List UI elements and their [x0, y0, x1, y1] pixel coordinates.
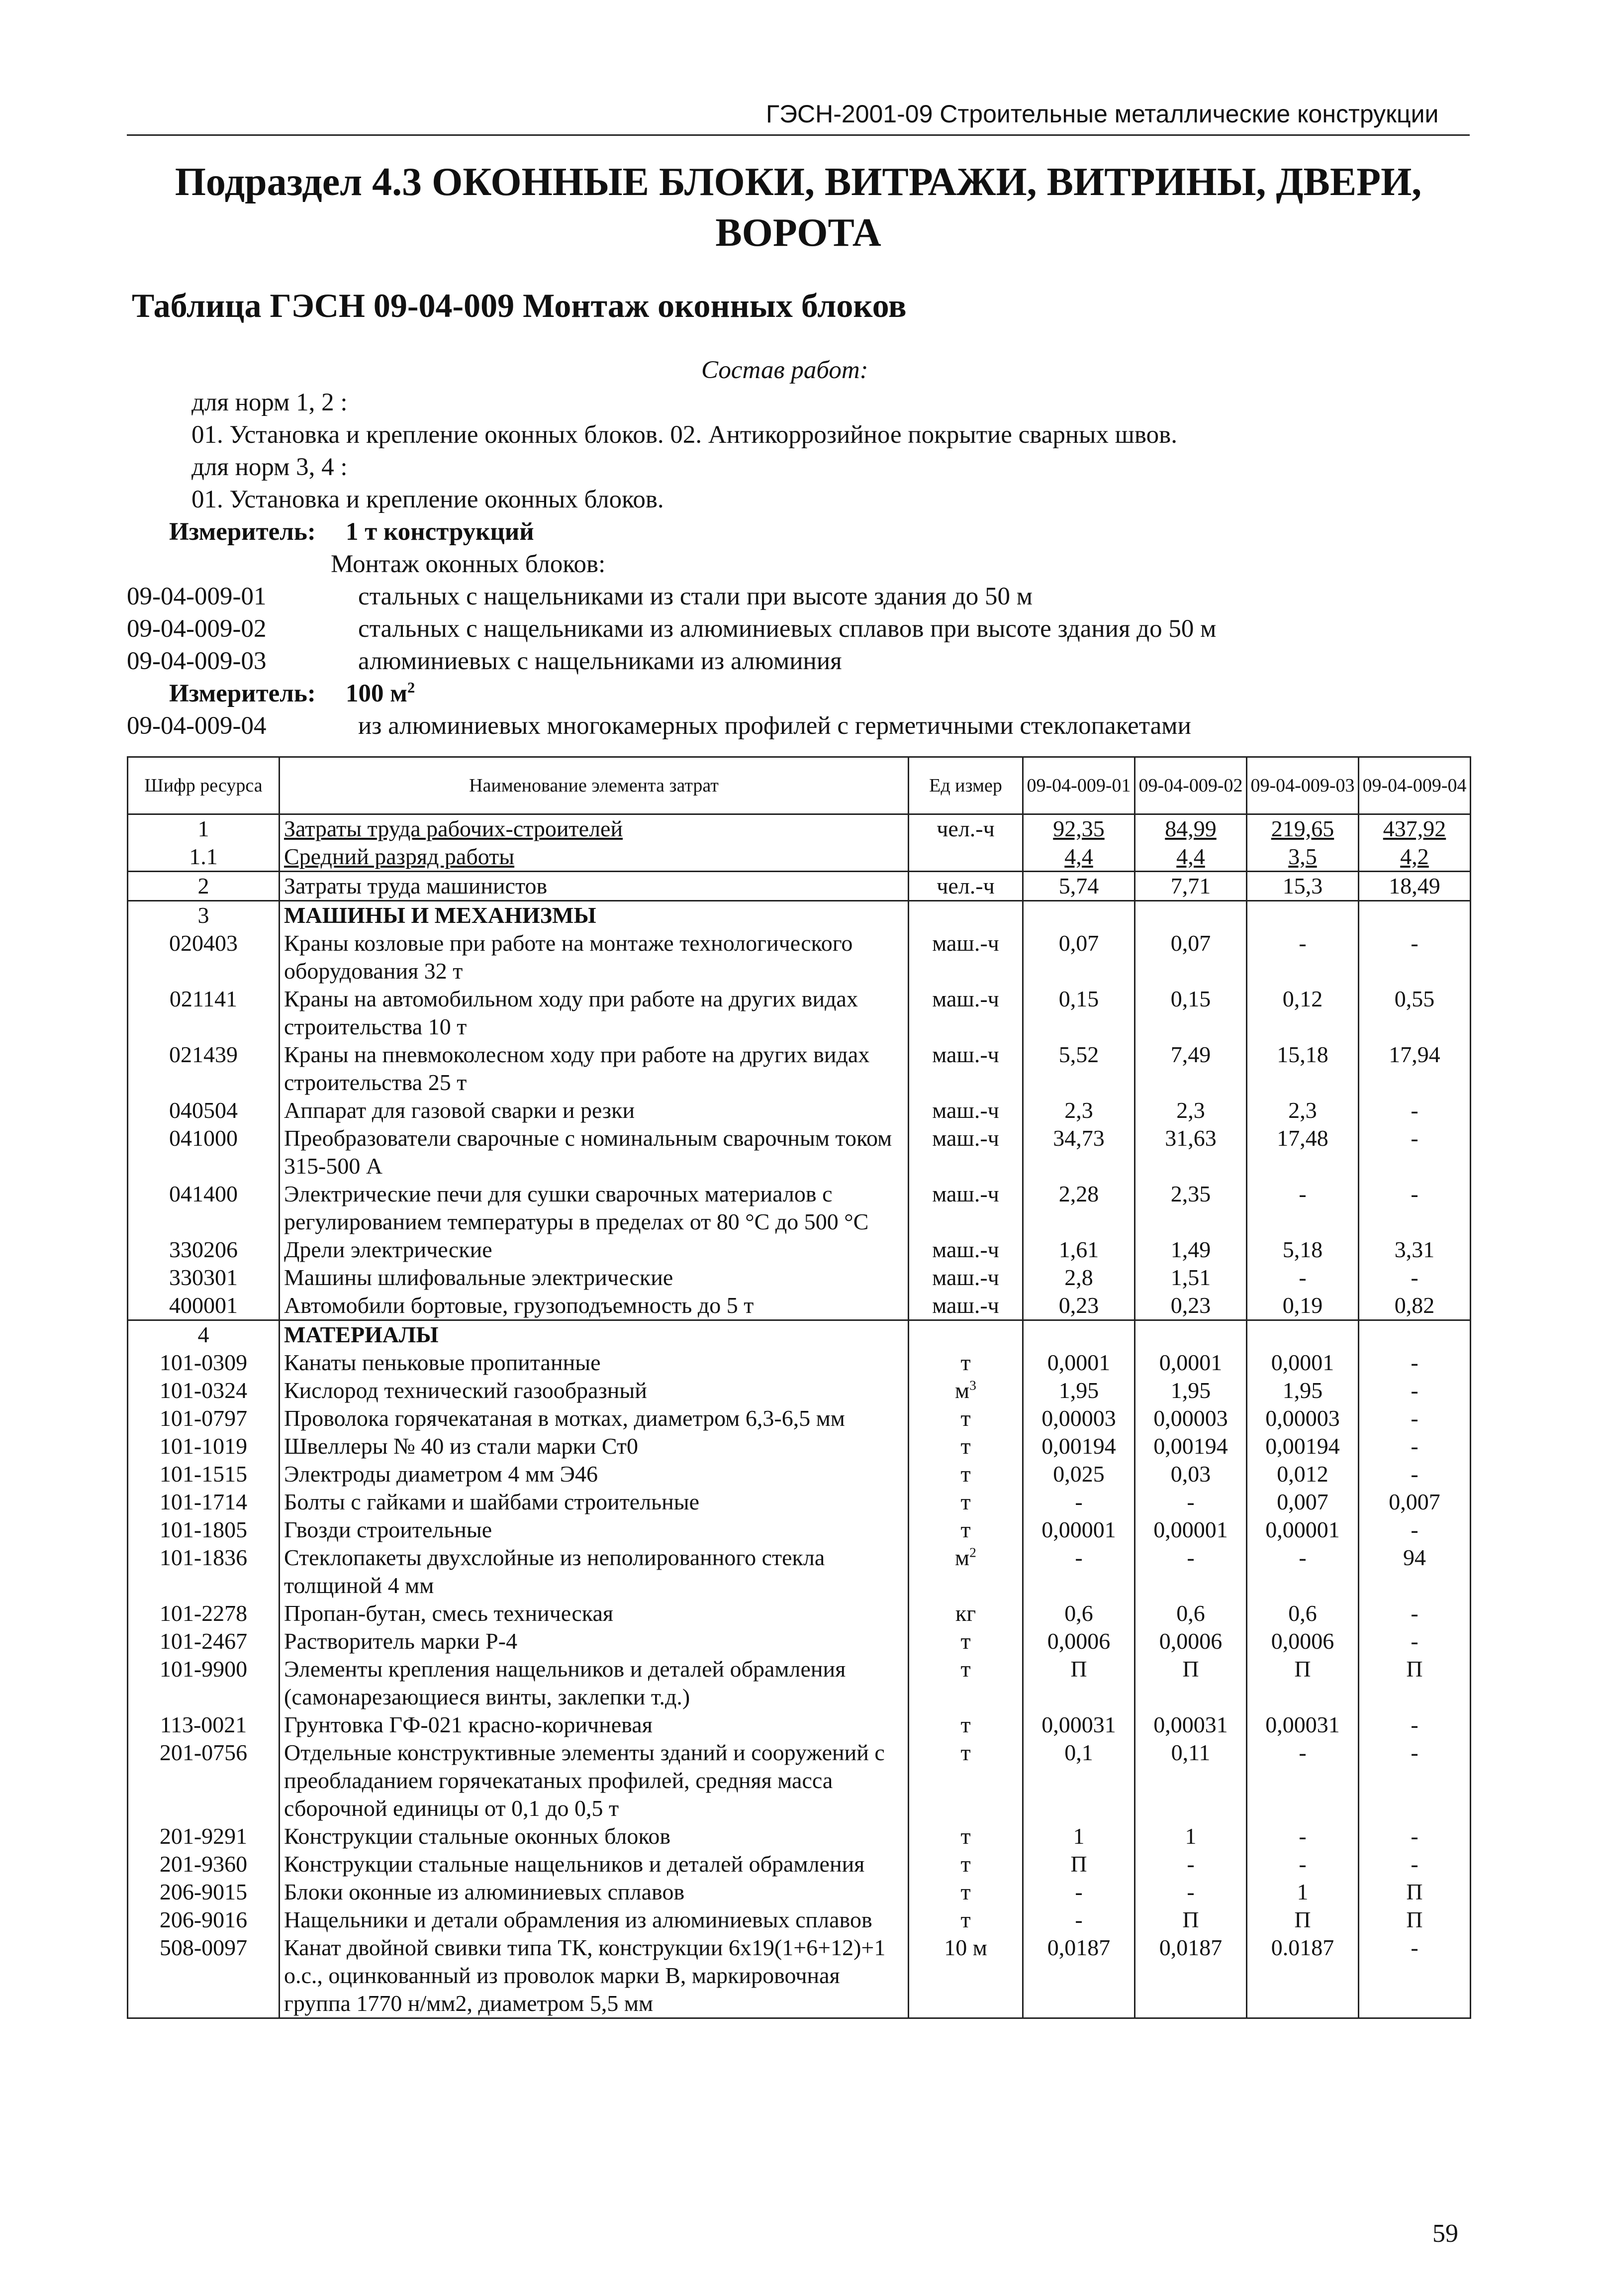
resource-unit: маш.-ч — [909, 1124, 1023, 1180]
norm-value: 0,11 — [1135, 1739, 1247, 1822]
table-row — [128, 1739, 1471, 1822]
norm-value: 2,3 — [1023, 1097, 1135, 1124]
resource-unit: т — [909, 1906, 1023, 1934]
resource-code: 206-9016 — [128, 1906, 280, 1934]
resource-unit: маш.-ч — [909, 1041, 1023, 1097]
resource-name: Аппарат для газовой сварки и резки — [280, 1097, 909, 1124]
norm-value: 0,1 — [1023, 1739, 1135, 1822]
norm-value: 1,49 — [1135, 1236, 1247, 1264]
norm-value: 0,12 — [1247, 985, 1359, 1041]
norm-value: 0,0001 — [1247, 1349, 1359, 1377]
resource-code: 201-9360 — [128, 1850, 280, 1878]
norm-value: 0,0006 — [1023, 1627, 1135, 1655]
resource-code: 101-0309 — [128, 1349, 280, 1377]
table-row — [128, 1516, 1471, 1544]
norm-code: 09-04-009-01 — [127, 583, 267, 610]
norm-value: 34,73 — [1023, 1124, 1135, 1180]
norm-value — [1023, 901, 1135, 930]
resource-code: 508-0097 — [128, 1934, 280, 2018]
resource-name: Автомобили бортовые, грузоподъемность до 5 т — [280, 1292, 909, 1320]
resource-unit: т — [909, 1627, 1023, 1655]
norm-value: 1,95 — [1023, 1377, 1135, 1404]
norm-value: 1 — [1247, 1878, 1359, 1906]
norm-value: 1,61 — [1023, 1236, 1135, 1264]
resource-unit: т — [909, 1850, 1023, 1878]
norm-value: 0,0001 — [1023, 1349, 1135, 1377]
norm-value: - — [1359, 1822, 1471, 1850]
norm-value: 2,35 — [1135, 1180, 1247, 1236]
norm-value: - — [1359, 1850, 1471, 1878]
resource-code: 101-0324 — [128, 1377, 280, 1404]
table-row — [128, 1878, 1471, 1906]
norm-code: 09-04-009-03 — [127, 647, 267, 675]
table-title: Таблица ГЭСН 09-04-009 Монтаж оконных блоков — [132, 287, 907, 324]
norm-value: П — [1023, 1655, 1135, 1711]
resource-unit: т — [909, 1349, 1023, 1377]
header-code: Шифр ресурса — [128, 757, 280, 814]
resource-unit: маш.-ч — [909, 929, 1023, 985]
norm-value: 1,51 — [1135, 1264, 1247, 1292]
norm-value: 0,23 — [1135, 1292, 1247, 1320]
table-row — [128, 1320, 1471, 1349]
norm-value: 5,74 — [1023, 872, 1135, 901]
norm-value: 0,0187 — [1023, 1934, 1135, 2018]
norm-value: 0,03 — [1135, 1460, 1247, 1488]
table-row — [128, 1822, 1471, 1850]
norm-value — [1247, 1320, 1359, 1349]
resource-code: 101-2467 — [128, 1627, 280, 1655]
norm-value: 0,0006 — [1247, 1627, 1359, 1655]
norm-value: 0,012 — [1247, 1460, 1359, 1488]
norm-value: 2,3 — [1247, 1097, 1359, 1124]
resource-unit — [909, 901, 1023, 930]
header-name: Наименование элемента затрат — [280, 757, 909, 814]
table-row — [128, 1711, 1471, 1739]
norm-value: - — [1023, 1488, 1135, 1516]
norm-value: 4,2 — [1359, 843, 1471, 872]
table-row — [128, 1377, 1471, 1404]
norm-value: 15,18 — [1247, 1041, 1359, 1097]
resource-code: 101-1714 — [128, 1488, 280, 1516]
resource-unit: т — [909, 1739, 1023, 1822]
norm-value: - — [1247, 1850, 1359, 1878]
norm-value: 0,6 — [1023, 1599, 1135, 1627]
resource-unit: $м^2$ — [909, 1544, 1023, 1599]
scope-group2-text: 01. Установка и крепление оконных блоков. — [191, 486, 664, 513]
norm-value: 5,52 — [1023, 1041, 1135, 1097]
resource-name: Краны на пневмоколесном ходу при работе на других видах строительства 25 т — [280, 1041, 909, 1097]
norm-value: 1 — [1023, 1822, 1135, 1850]
resource-name: Блоки оконные из алюминиевых сплавов — [280, 1878, 909, 1906]
resource-code: 101-2278 — [128, 1599, 280, 1627]
norm-value: П — [1247, 1655, 1359, 1711]
resource-code: 041000 — [128, 1124, 280, 1180]
resource-name: Машины шлифовальные электрические — [280, 1264, 909, 1292]
norm-value: 0,15 — [1023, 985, 1135, 1041]
norm-value: 0,55 — [1359, 985, 1471, 1041]
resource-unit: кг — [909, 1599, 1023, 1627]
header-rule — [127, 134, 1470, 136]
resource-unit: чел.-ч — [909, 814, 1023, 843]
norm-value: - — [1247, 1544, 1359, 1599]
norm-value: 0,00001 — [1247, 1516, 1359, 1544]
table-row — [128, 1655, 1471, 1711]
norm-value: 0,025 — [1023, 1460, 1135, 1488]
resource-code: 101-1515 — [128, 1460, 280, 1488]
norm-code: 09-04-009-02 — [127, 615, 267, 643]
measure2-value: 100 $м^2$ — [346, 679, 415, 707]
norm-value: 0,00001 — [1023, 1516, 1135, 1544]
resource-name: Проволока горячекатаная в мотках, диаметром 6,3-6,5 мм — [280, 1404, 909, 1432]
resource-code: 330301 — [128, 1264, 280, 1292]
measure1-label: Измеритель: — [169, 518, 316, 546]
resource-unit: т — [909, 1655, 1023, 1711]
norm-value: 0,00031 — [1023, 1711, 1135, 1739]
norm-value: - — [1135, 1850, 1247, 1878]
resource-name: МАШИНЫ И МЕХАНИЗМЫ — [280, 901, 909, 930]
resource-unit: т — [909, 1404, 1023, 1432]
resource-code: 113-0021 — [128, 1711, 280, 1739]
norm-value: - — [1359, 1377, 1471, 1404]
norm-value: 1,95 — [1247, 1377, 1359, 1404]
resource-code: 041400 — [128, 1180, 280, 1236]
resource-name: Конструкции стальные нащельников и деталей обрамления — [280, 1850, 909, 1878]
table-row — [128, 843, 1471, 872]
resource-name: Дрели электрические — [280, 1236, 909, 1264]
norm-value: - — [1359, 1934, 1471, 2018]
table-row — [128, 1906, 1471, 1934]
norm-value: 1 — [1135, 1822, 1247, 1850]
table-row — [128, 1627, 1471, 1655]
norm-value — [1359, 1320, 1471, 1349]
norm-text: стальных с нащельниками из стали при высоте здания до 50 м — [358, 583, 1033, 610]
resource-code: 101-0797 — [128, 1404, 280, 1432]
table-row — [128, 1349, 1471, 1377]
norm4-code: 09-04-009-04 — [127, 712, 267, 740]
resource-name: Гвозди строительные — [280, 1516, 909, 1544]
resource-code: 201-9291 — [128, 1822, 280, 1850]
resource-unit: т — [909, 1711, 1023, 1739]
resource-unit: маш.-ч — [909, 1236, 1023, 1264]
header-col4: 09-04-009-04 — [1359, 757, 1471, 814]
norm4-text: из алюминиевых многокамерных профилей с герметичными стеклопакетами — [358, 712, 1191, 740]
resource-unit: маш.-ч — [909, 985, 1023, 1041]
norm-value: 7,49 — [1135, 1041, 1247, 1097]
norm-value: 15,3 — [1247, 872, 1359, 901]
resource-name: Элементы крепления нащельников и деталей обрамления (самонарезающиеся винты, заклепки т.д.) — [280, 1655, 909, 1711]
norm-value: 0.0187 — [1247, 1934, 1359, 2018]
table-row — [128, 1850, 1471, 1878]
resource-name: Грунтовка ГФ-021 красно-коричневая — [280, 1711, 909, 1739]
header-col2: 09-04-009-02 — [1135, 757, 1247, 814]
table-row — [128, 1180, 1471, 1236]
header-unit: Ед измер — [909, 757, 1023, 814]
norm-value: - — [1359, 1097, 1471, 1124]
norm-value: П — [1359, 1906, 1471, 1934]
table-row — [128, 814, 1471, 843]
resource-unit: т — [909, 1516, 1023, 1544]
norm-value: - — [1359, 1432, 1471, 1460]
norm-value: 4,4 — [1135, 843, 1247, 872]
scope-heading: Состав работ: — [701, 356, 868, 384]
resource-code: 3 — [128, 901, 280, 930]
resource-code: 101-9900 — [128, 1655, 280, 1711]
norm-value: - — [1359, 1124, 1471, 1180]
table-header-row — [128, 757, 1471, 814]
resource-code: 021141 — [128, 985, 280, 1041]
resource-code: 206-9015 — [128, 1878, 280, 1906]
subsection-title: Подраздел 4.3 ОКОННЫЕ БЛОКИ, ВИТРАЖИ, ВИТРИНЫ, ДВЕРИ, ВОРОТА — [175, 160, 1422, 255]
norm-value: П — [1359, 1878, 1471, 1906]
table-row — [128, 1488, 1471, 1516]
norm-value — [1247, 901, 1359, 930]
table-row — [128, 1097, 1471, 1124]
table-row — [128, 1432, 1471, 1460]
norm-value: 2,3 — [1135, 1097, 1247, 1124]
resource-name: Стеклопакеты двухслойные из неполированного стекла толщиной 4 мм — [280, 1544, 909, 1599]
resource-unit: т — [909, 1878, 1023, 1906]
norm-value: 84,99 — [1135, 814, 1247, 843]
norm-value: 1,95 — [1135, 1377, 1247, 1404]
resource-name: Болты с гайками и шайбами строительные — [280, 1488, 909, 1516]
norm-value: 5,18 — [1247, 1236, 1359, 1264]
table-row — [128, 1041, 1471, 1097]
resource-name: Швеллеры № 40 из стали марки Ст0 — [280, 1432, 909, 1460]
resource-name: Преобразователи сварочные с номинальным сварочным током 315-500 А — [280, 1124, 909, 1180]
norm-value: - — [1359, 1599, 1471, 1627]
norm-value — [1023, 1320, 1135, 1349]
norm-value: 219,65 — [1247, 814, 1359, 843]
norm-value: 0,15 — [1135, 985, 1247, 1041]
norm-value: П — [1135, 1906, 1247, 1934]
norm-value: - — [1247, 1264, 1359, 1292]
resource-unit: т — [909, 1460, 1023, 1488]
norm-value: П — [1247, 1906, 1359, 1934]
measure2-label: Измеритель: — [169, 680, 316, 707]
table-row — [128, 1236, 1471, 1264]
norm-value: - — [1135, 1878, 1247, 1906]
resource-code: 101-1019 — [128, 1432, 280, 1460]
norm-value: 3,5 — [1247, 843, 1359, 872]
norm-value: 94 — [1359, 1544, 1471, 1599]
resource-code: 020403 — [128, 929, 280, 985]
resource-unit: $м^3$ — [909, 1377, 1023, 1404]
resource-unit: маш.-ч — [909, 1097, 1023, 1124]
norm-value: - — [1135, 1544, 1247, 1599]
norm-value: 17,94 — [1359, 1041, 1471, 1097]
header-col1: 09-04-009-01 — [1023, 757, 1135, 814]
norms-heading: Монтаж оконных блоков: — [331, 550, 606, 578]
norm-value: - — [1247, 1739, 1359, 1822]
norm-value: - — [1359, 1516, 1471, 1544]
resource-name: Краны на автомобильном ходу при работе на других видах строительства 10 т — [280, 985, 909, 1041]
resource-code: 021439 — [128, 1041, 280, 1097]
norm-value: 0,23 — [1023, 1292, 1135, 1320]
norm-value: 92,35 — [1023, 814, 1135, 843]
norm-value: 0,00001 — [1135, 1516, 1247, 1544]
resource-unit: маш.-ч — [909, 1264, 1023, 1292]
table-row — [128, 901, 1471, 930]
resource-code: 400001 — [128, 1292, 280, 1320]
resource-table — [127, 756, 1471, 2019]
scope-group1-label: для норм 1, 2 : — [191, 389, 348, 416]
resource-unit: маш.-ч — [909, 1180, 1023, 1236]
resource-name: Затраты труда рабочих-строителей — [280, 814, 909, 843]
scope-group2-label: для норм 3, 4 : — [191, 453, 348, 481]
resource-code: 330206 — [128, 1236, 280, 1264]
norm-value: 17,48 — [1247, 1124, 1359, 1180]
resource-name: Кислород технический газообразный — [280, 1377, 909, 1404]
resource-unit: чел.-ч — [909, 872, 1023, 901]
norm-value: 0,00031 — [1247, 1711, 1359, 1739]
table-row — [128, 1934, 1471, 2018]
resource-name: Отдельные конструктивные элементы зданий и сооружений с преобладанием горячекатаных профилей, средняя масса сборочной единицы от 0,1 до 0,5 т — [280, 1739, 909, 1822]
norm-value: - — [1247, 1822, 1359, 1850]
norm-text: стальных с нащельниками из алюминиевых сплавов при высоте здания до 50 м — [358, 615, 1217, 643]
norm-value: 0,07 — [1023, 929, 1135, 985]
table-row — [128, 985, 1471, 1041]
resource-name: Электроды диаметром 4 мм Э46 — [280, 1460, 909, 1488]
norm-value: 2,28 — [1023, 1180, 1135, 1236]
table-body — [128, 814, 1471, 2018]
table-row — [128, 1124, 1471, 1180]
measure1-value: 1 т конструкций — [346, 518, 534, 546]
norm-value: 0,00194 — [1135, 1432, 1247, 1460]
norm-value: - — [1359, 1180, 1471, 1236]
norm-value — [1135, 901, 1247, 930]
norm-value: П — [1135, 1655, 1247, 1711]
resource-name: Средний разряд работы — [280, 843, 909, 872]
norm-value: - — [1247, 1180, 1359, 1236]
table-row — [128, 929, 1471, 985]
table-row — [128, 1292, 1471, 1320]
norm-value: 18,49 — [1359, 872, 1471, 901]
header-col3: 09-04-009-03 — [1247, 757, 1359, 814]
norm-value: - — [1359, 1460, 1471, 1488]
resource-unit: маш.-ч — [909, 1292, 1023, 1320]
resource-name: Пропан-бутан, смесь техническая — [280, 1599, 909, 1627]
resource-code: 2 — [128, 872, 280, 901]
resource-code: 4 — [128, 1320, 280, 1349]
norm-value: - — [1023, 1906, 1135, 1934]
norm-value: 0,00003 — [1135, 1404, 1247, 1432]
resource-unit — [909, 1320, 1023, 1349]
resource-code: 1.1 — [128, 843, 280, 872]
norm-value: - — [1135, 1488, 1247, 1516]
norm-value: 0,19 — [1247, 1292, 1359, 1320]
norm-value: - — [1023, 1878, 1135, 1906]
norm-value: 3,31 — [1359, 1236, 1471, 1264]
norm-value: 0,00003 — [1023, 1404, 1135, 1432]
norm-value: 0,007 — [1247, 1488, 1359, 1516]
norm-value: - — [1359, 929, 1471, 985]
norm-value: - — [1359, 1264, 1471, 1292]
norm-value: 0,0187 — [1135, 1934, 1247, 2018]
norm-value: - — [1359, 1739, 1471, 1822]
resource-name: МАТЕРИАЛЫ — [280, 1320, 909, 1349]
resource-name: Электрические печи для сушки сварочных материалов с регулированием температуры в пределах от 80 °С до 500 °С — [280, 1180, 909, 1236]
norm-value: 0,6 — [1247, 1599, 1359, 1627]
norm-value: 0,00031 — [1135, 1711, 1247, 1739]
norm-value: - — [1359, 1404, 1471, 1432]
resource-unit: 10 м — [909, 1934, 1023, 2018]
resource-name: Нащельники и детали обрамления из алюминиевых сплавов — [280, 1906, 909, 1934]
norm-value: 0,007 — [1359, 1488, 1471, 1516]
norm-value: П — [1359, 1655, 1471, 1711]
norm-value: - — [1359, 1627, 1471, 1655]
norm-value: 4,4 — [1023, 843, 1135, 872]
resource-code: 101-1805 — [128, 1516, 280, 1544]
page-number: 59 — [1432, 2219, 1458, 2248]
norm-value: 31,63 — [1135, 1124, 1247, 1180]
norm-value: 0,6 — [1135, 1599, 1247, 1627]
norm-value: П — [1023, 1850, 1135, 1878]
norm-value: 0,00194 — [1247, 1432, 1359, 1460]
norm-value: - — [1359, 1349, 1471, 1377]
norm-value: - — [1359, 1711, 1471, 1739]
resource-unit: т — [909, 1488, 1023, 1516]
norm-value: 2,8 — [1023, 1264, 1135, 1292]
resource-code: 201-0756 — [128, 1739, 280, 1822]
resource-code: 101-1836 — [128, 1544, 280, 1599]
resource-unit — [909, 843, 1023, 872]
table-row — [128, 1264, 1471, 1292]
norm-value: - — [1023, 1544, 1135, 1599]
running-header: ГЭСН-2001-09 Строительные металлические конструкции — [766, 100, 1439, 128]
norm-value: 0,07 — [1135, 929, 1247, 985]
table-row — [128, 1460, 1471, 1488]
norm-value — [1135, 1320, 1247, 1349]
scope-group1-text: 01. Установка и крепление оконных блоков. 02. Антикоррозийное покрытие сварных швов. — [191, 421, 1177, 449]
norm-value: 7,71 — [1135, 872, 1247, 901]
table-row — [128, 1544, 1471, 1599]
resource-name: Конструкции стальные оконных блоков — [280, 1822, 909, 1850]
resource-name: Растворитель марки Р-4 — [280, 1627, 909, 1655]
table-row — [128, 1599, 1471, 1627]
norm-value: 0,00194 — [1023, 1432, 1135, 1460]
table-row — [128, 872, 1471, 901]
resource-name: Канаты пеньковые пропитанные — [280, 1349, 909, 1377]
resource-name: Канат двойной свивки типа ТК, конструкции 6x19(1+6+12)+1 о.с., оцинкованный из проволок марки В, маркировочная группа 1770 н/мм2, диаметром 5,5 мм — [280, 1934, 909, 2018]
norm-value: 0,00003 — [1247, 1404, 1359, 1432]
norm-value: 0,0006 — [1135, 1627, 1247, 1655]
resource-name: Краны козловые при работе на монтаже технологического оборудования 32 т — [280, 929, 909, 985]
resource-code: 1 — [128, 814, 280, 843]
resource-code: 040504 — [128, 1097, 280, 1124]
resource-unit: т — [909, 1822, 1023, 1850]
norm-value: - — [1247, 929, 1359, 985]
norm-value: 0,82 — [1359, 1292, 1471, 1320]
resource-name: Затраты труда машинистов — [280, 872, 909, 901]
table-row — [128, 1404, 1471, 1432]
norm-text: алюминиевых с нащельниками из алюминия — [358, 647, 842, 675]
resource-unit: т — [909, 1432, 1023, 1460]
norm-value: 437,92 — [1359, 814, 1471, 843]
norm-value — [1359, 901, 1471, 930]
norm-value: 0,0001 — [1135, 1349, 1247, 1377]
